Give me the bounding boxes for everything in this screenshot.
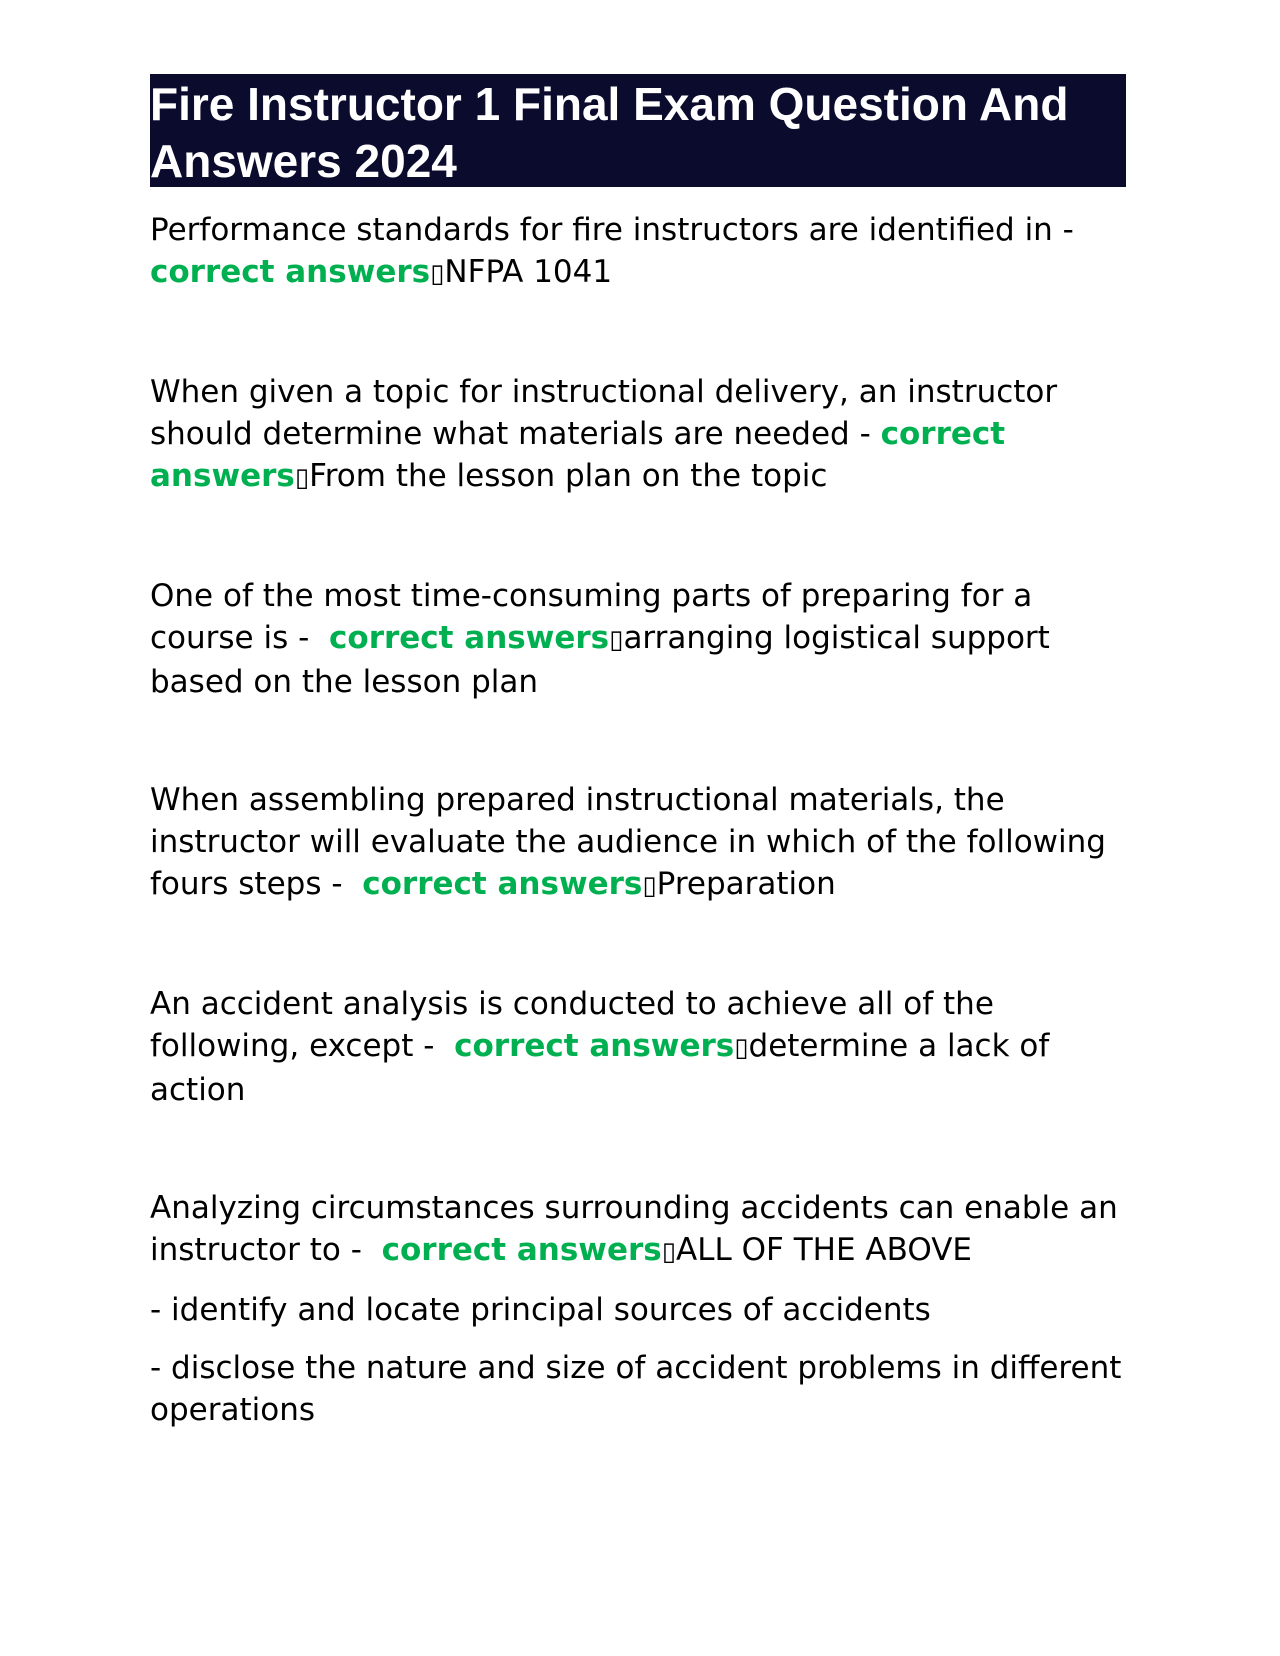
answer-text: From the lesson plan on the topic <box>309 458 828 494</box>
qa-item-4 <box>150 779 1126 907</box>
qa-item-6 <box>150 1187 1126 1273</box>
document-title: Fire Instructor 1 Final Exam Question And Answers 2024 <box>150 74 1126 187</box>
answer-label: correct answers <box>362 866 643 902</box>
answer-text: arranging logistical support based on the lesson plan <box>150 620 1050 700</box>
answer-text: determine a lack of action <box>150 1028 1050 1108</box>
qa-item-5 <box>150 983 1126 1111</box>
answer-sub-item-2: - disclose the nature and size of accident problems in different operations <box>150 1350 1122 1428</box>
answer-label: correct answers <box>329 620 610 656</box>
separator-glyph: ▯ <box>430 259 445 289</box>
question-text: Performance standards for fire instructors are identified in - <box>150 212 1074 248</box>
answer-label: correct answers <box>150 416 1006 494</box>
qa-item-1 <box>150 209 1126 295</box>
answer-label: correct answers <box>381 1232 662 1268</box>
separator-glyph: ▯ <box>734 1033 749 1063</box>
answer-label: correct answers <box>150 254 431 290</box>
qa-item-3 <box>150 575 1126 703</box>
answer-text: Preparation <box>656 866 836 902</box>
question-text: When assembling prepared instructional materials, the instructor will evaluate the audience in which of the following fours steps - <box>150 782 1106 902</box>
answer-text: ALL OF THE ABOVE <box>676 1232 972 1268</box>
answer-label: correct answers <box>454 1028 735 1064</box>
separator-glyph: ▯ <box>661 1237 677 1267</box>
question-text: When given a topic for instructional delivery, an instructor should determine what materials are needed - <box>150 374 1058 452</box>
question-text: An accident analysis is conducted to achieve all of the following, except - <box>150 986 994 1064</box>
question-text: Analyzing circumstances surrounding accidents can enable an instructor to - <box>150 1190 1118 1268</box>
separator-glyph: ▯ <box>609 625 624 655</box>
separator-glyph: ▯ <box>642 871 657 901</box>
separator-glyph: ▯ <box>294 463 310 493</box>
document-page <box>150 74 1126 1431</box>
qa-item-2 <box>150 371 1126 499</box>
answer-sub-item-1: - identify and locate principal sources of accidents <box>150 1292 931 1328</box>
answer-text: NFPA 1041 <box>444 254 613 290</box>
question-text: One of the most time-consuming parts of preparing for a course is - <box>150 578 1033 656</box>
